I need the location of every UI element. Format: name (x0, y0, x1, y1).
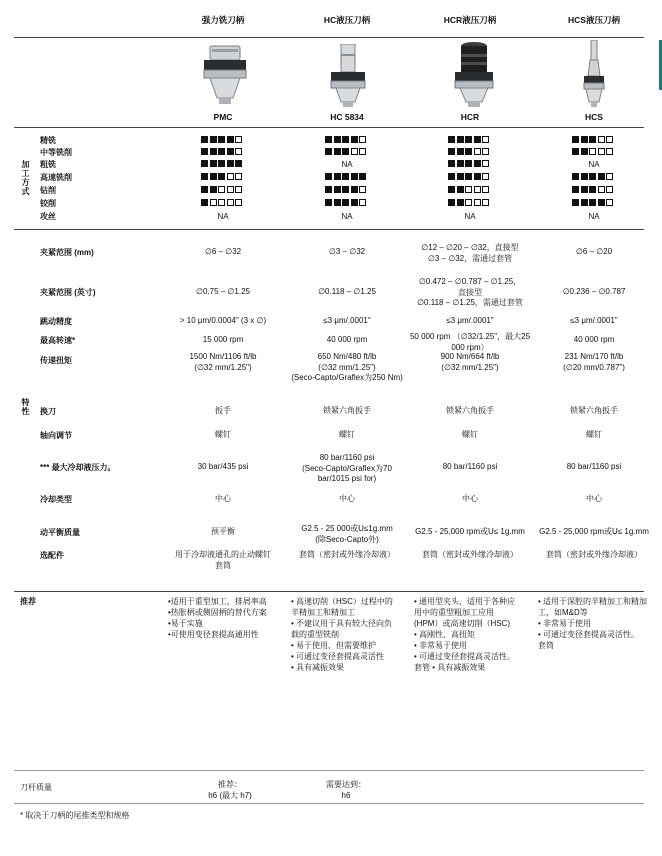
hc-holder-image (328, 44, 368, 108)
column-header: HC液压刀柄 (323, 15, 371, 25)
shank-recommended: 推荐： h6 (最大 h7) (208, 780, 252, 800)
rating-filled-square (351, 136, 358, 143)
rating-filled-square (581, 148, 588, 155)
rating-empty-square (606, 186, 613, 193)
rating-filled-square (581, 136, 588, 143)
rating-filled-square (334, 173, 341, 180)
column-header: HCR液压刀柄 (443, 15, 497, 25)
rating-filled-square (581, 186, 588, 193)
spec-cell: 螺钉 (462, 430, 478, 439)
rating-filled-square (325, 173, 332, 180)
machining-divider (14, 229, 644, 230)
rating-filled-square (598, 173, 605, 180)
rating-filled-square (589, 136, 596, 143)
rating-filled-square (235, 160, 242, 167)
rating-empty-square (606, 148, 613, 155)
rating-filled-square (201, 199, 208, 206)
recommend-cell: • 适用于深腔的半精加工和精加 工，如M&D等 • 非常易于使用 • 可通过变径套提高灵活性。 套筒 (538, 597, 648, 650)
machining-rating (572, 135, 615, 144)
machining-rating (201, 172, 244, 181)
rating-empty-square (474, 148, 481, 155)
spec-cell: 231 Nm/170 ft/lb (∅20 mm/0.787") (563, 352, 625, 372)
rating-filled-square (227, 160, 234, 167)
machining-rating (448, 147, 491, 156)
rating-empty-square (218, 186, 225, 193)
rating-filled-square (598, 199, 605, 206)
rating-filled-square (218, 136, 225, 143)
spec-cell: ∅0.236 – ∅0.787 (562, 287, 626, 296)
hcr-holder-image (452, 40, 496, 108)
rating-filled-square (342, 173, 349, 180)
header-divider (14, 37, 644, 38)
rating-filled-square (334, 148, 341, 155)
footnote: * 取决于刀柄的尾推类型和规格 (20, 811, 130, 820)
spec-cell: ∅6 – ∅32 (204, 247, 242, 256)
machining-na: NA (341, 160, 353, 169)
machining-rating (572, 147, 615, 156)
spec-cell: 40 000 rpm (573, 335, 615, 344)
spec-cell: 15 000 rpm (202, 335, 244, 344)
machining-row-label: 攻丝 (40, 212, 56, 221)
rating-filled-square (325, 199, 332, 206)
machining-rating (448, 185, 491, 194)
rating-filled-square (448, 136, 455, 143)
hcs-holder-image (582, 40, 606, 108)
spec-cell: 锁紧六角扳手 (446, 406, 494, 415)
specs-side-label: 特性 (21, 398, 30, 416)
spec-cell: 螺钉 (215, 430, 231, 439)
rating-filled-square (448, 199, 455, 206)
machining-row-label: 粗铣 (40, 160, 56, 169)
machining-rating (572, 172, 615, 181)
rating-filled-square (210, 173, 217, 180)
rating-empty-square (235, 136, 242, 143)
machining-na: NA (341, 212, 353, 221)
spec-cell: 80 bar/1160 psi (566, 462, 622, 471)
spec-cell: 预平衡 (211, 527, 235, 536)
rating-filled-square (325, 136, 332, 143)
machining-rating (325, 135, 368, 144)
spec-cell: ∅12 – ∅20 – ∅32，直接型 ∅3 – ∅32，需通过套管 (421, 243, 519, 263)
rating-empty-square (210, 199, 217, 206)
spec-cell: G2.5 - 25 000或U≤1g.mm (除Seco-Capto外) (301, 524, 393, 544)
rating-filled-square (342, 199, 349, 206)
spec-row-label: *** 最大冷却液压力。 (40, 463, 116, 472)
rating-empty-square (235, 173, 242, 180)
rating-filled-square (351, 186, 358, 193)
rating-filled-square (572, 199, 579, 206)
rating-filled-square (457, 136, 464, 143)
rating-filled-square (210, 136, 217, 143)
rating-filled-square (218, 148, 225, 155)
machining-na: NA (464, 212, 476, 221)
rating-filled-square (359, 173, 366, 180)
spec-cell: 80 bar/1160 psi (Seco-Capto/Graflex为70 bar/1015 psi for) (302, 453, 392, 483)
rating-filled-square (342, 136, 349, 143)
rating-filled-square (201, 148, 208, 155)
rating-filled-square (465, 148, 472, 155)
spec-row-label: 冷却类型 (40, 495, 72, 504)
rating-filled-square (572, 148, 579, 155)
spec-cell: 锁紧六角扳手 (323, 406, 371, 415)
rating-empty-square (235, 148, 242, 155)
rating-filled-square (201, 160, 208, 167)
spec-cell: ≤3 μm/.0001" (446, 316, 494, 325)
rating-empty-square (227, 199, 234, 206)
rating-empty-square (606, 173, 613, 180)
rating-filled-square (448, 173, 455, 180)
rating-filled-square (448, 148, 455, 155)
spec-row-label: 动平衡质量 (40, 528, 80, 537)
rating-filled-square (342, 186, 349, 193)
rating-filled-square (581, 173, 588, 180)
rating-filled-square (218, 173, 225, 180)
machining-row-label: 高速铣削 (40, 173, 72, 182)
rating-filled-square (201, 173, 208, 180)
spec-cell: ∅3 – ∅32 (328, 247, 366, 256)
rating-empty-square (482, 148, 489, 155)
recommend-divider (14, 770, 644, 771)
recommend-cell: • 高速切削（HSC）过程中的 半精加工和精加工 • 不建议用于具有较大径向负 载的重型铣削 • 易于使用，但需要维护 • 可通过变径套提高灵活性 • 具有减振效果 (291, 597, 393, 672)
spec-cell: ∅0.75 – ∅1.25 (196, 287, 250, 296)
spec-cell: 中心 (339, 494, 355, 503)
rating-filled-square (581, 199, 588, 206)
rating-filled-square (457, 148, 464, 155)
spec-cell: 扳手 (215, 406, 231, 415)
tool-image-label: HCR (460, 112, 480, 122)
images-divider (14, 127, 644, 128)
rating-filled-square (227, 136, 234, 143)
rating-empty-square (606, 136, 613, 143)
rating-empty-square (482, 199, 489, 206)
spec-cell: 螺钉 (339, 430, 355, 439)
rating-empty-square (359, 136, 366, 143)
machining-rating (201, 185, 244, 194)
rating-filled-square (334, 186, 341, 193)
spec-row-label: 换刀 (40, 407, 56, 416)
machining-na: NA (217, 212, 229, 221)
spec-cell: 30 bar/435 psi (197, 462, 249, 471)
rating-filled-square (474, 160, 481, 167)
rating-filled-square (457, 199, 464, 206)
rating-filled-square (457, 173, 464, 180)
rating-empty-square (359, 148, 366, 155)
rating-empty-square (482, 160, 489, 167)
rating-filled-square (465, 160, 472, 167)
recommend-label: 推荐 (20, 597, 36, 606)
spec-row-label: 传递扭矩 (40, 356, 72, 365)
rating-filled-square (210, 160, 217, 167)
spec-cell: ≤3 μm/.0001" (323, 316, 371, 325)
machining-rating (201, 198, 244, 207)
spec-row-label: 最高转速* (40, 336, 76, 345)
rating-empty-square (465, 186, 472, 193)
rating-filled-square (210, 186, 217, 193)
rating-filled-square (334, 199, 341, 206)
rating-filled-square (342, 148, 349, 155)
rating-filled-square (448, 160, 455, 167)
rating-filled-square (589, 199, 596, 206)
rating-filled-square (457, 186, 464, 193)
spec-cell: 中心 (215, 494, 231, 503)
rating-filled-square (210, 148, 217, 155)
spec-cell: 螺钉 (586, 430, 602, 439)
spec-cell: ≤3 μm/.0001" (570, 316, 618, 325)
rating-filled-square (448, 186, 455, 193)
spec-row-label: 夹紧范围 (mm) (40, 248, 94, 257)
rating-filled-square (572, 173, 579, 180)
spec-cell: 用于冷却液通孔的止动螺钉 套筒 (175, 550, 271, 570)
spec-cell: 50 000 rpm （∅32/1.25"，最大25 000 rpm） (409, 332, 531, 352)
rating-filled-square (201, 136, 208, 143)
rating-empty-square (227, 186, 234, 193)
column-header: HCS液压刀柄 (568, 15, 620, 25)
machining-row-label: 钻削 (40, 186, 56, 195)
tool-image-label: HCS (585, 112, 603, 122)
shank-label: 刀杆质量 (20, 783, 52, 792)
spec-cell: G2.5 - 25,000 rpm或U≤ 1g.mm (539, 527, 649, 536)
rating-filled-square (474, 173, 481, 180)
rating-filled-square (218, 160, 225, 167)
rating-filled-square (457, 160, 464, 167)
pmc-holder-image (200, 44, 250, 106)
spec-row-label: 夹紧范围 (英寸) (40, 288, 96, 297)
spec-cell: 套筒（密封或外缘冷却液） (422, 550, 518, 559)
spec-cell: ∅0.472 – ∅0.787 – ∅1.25， 直接型 ∅0.118 – ∅1.25，需通过套管 (417, 277, 523, 307)
spec-cell: G2.5 - 25,000 rpm或U≤ 1g.mm (415, 527, 525, 536)
spec-cell: 套筒（密封或外缘冷却液） (299, 550, 395, 559)
rating-filled-square (474, 136, 481, 143)
spec-cell: 1500 Nm/1106 ft/lb (∅32 mm/1.25") (189, 352, 257, 372)
rating-empty-square (359, 199, 366, 206)
column-header: 强力铣刀柄 (201, 15, 245, 25)
specs-divider (14, 591, 644, 592)
machining-rating (448, 135, 491, 144)
rating-empty-square (218, 199, 225, 206)
machining-row-label: 中等铣削 (40, 148, 72, 157)
spec-row-label: 跳动精度 (40, 317, 72, 326)
rating-empty-square (482, 136, 489, 143)
machining-rating (572, 198, 615, 207)
rating-filled-square (589, 186, 596, 193)
rating-filled-square (325, 186, 332, 193)
spec-cell: 900 Nm/664 ft/lb (∅32 mm/1.25") (440, 352, 500, 372)
tool-image-label: PMC (213, 112, 233, 122)
rating-empty-square (227, 173, 234, 180)
rating-empty-square (598, 148, 605, 155)
spec-cell: ∅6 – ∅20 (575, 247, 613, 256)
machining-rating (572, 185, 615, 194)
machining-rating (201, 159, 244, 168)
rating-empty-square (235, 199, 242, 206)
recommend-cell: •适用于重型加工，排屑率高 •热胀柄或侧固柄的替代方案 •易于实施 •可使用变径套提高通用性 (168, 597, 267, 639)
rating-empty-square (351, 148, 358, 155)
rating-empty-square (606, 199, 613, 206)
rating-filled-square (227, 148, 234, 155)
rating-filled-square (351, 173, 358, 180)
spec-row-label: 轴向调节 (40, 431, 72, 440)
rating-empty-square (482, 186, 489, 193)
machining-side-label: 加工方式 (21, 160, 30, 196)
rating-filled-square (465, 173, 472, 180)
rating-empty-square (598, 186, 605, 193)
machining-rating (448, 198, 491, 207)
spec-cell: 套筒（密封或外缘冷却液） (546, 550, 642, 559)
rating-filled-square (334, 136, 341, 143)
machining-rating (201, 135, 244, 144)
machining-na: NA (588, 212, 600, 221)
spec-cell: ∅0.118 – ∅1.25 (318, 287, 376, 296)
machining-rating (201, 147, 244, 156)
rating-empty-square (359, 186, 366, 193)
spec-cell: 40 000 rpm (326, 335, 368, 344)
rating-filled-square (465, 136, 472, 143)
rating-empty-square (474, 199, 481, 206)
rating-empty-square (474, 186, 481, 193)
spec-cell: 80 bar/1160 psi (442, 462, 498, 471)
rating-filled-square (351, 199, 358, 206)
spec-cell: 锁紧六角扳手 (570, 406, 618, 415)
spec-cell: 650 Nm/480 ft/lb (∅32 mm/1.25") (Seco-Capto/Graflex为250 Nm) (291, 352, 403, 382)
machining-row-label: 铰削 (40, 199, 56, 208)
rating-filled-square (572, 136, 579, 143)
rating-empty-square (589, 148, 596, 155)
spec-cell: > 10 μm/0.0004" (3 x ∅) (179, 316, 267, 325)
machining-row-label: 精铣 (40, 136, 56, 145)
machining-rating (325, 198, 368, 207)
spec-cell: 中心 (586, 494, 602, 503)
rating-empty-square (598, 136, 605, 143)
rating-filled-square (589, 173, 596, 180)
shank-required: 需要达到： h6 (326, 780, 366, 800)
rating-filled-square (572, 186, 579, 193)
rating-filled-square (325, 148, 332, 155)
rating-filled-square (201, 186, 208, 193)
shank-divider (14, 803, 644, 804)
machining-rating (448, 172, 491, 181)
machining-rating (325, 185, 368, 194)
rating-empty-square (465, 199, 472, 206)
rating-empty-square (482, 173, 489, 180)
spec-row-label: 选配件 (40, 551, 64, 560)
machining-rating (448, 159, 491, 168)
machining-na: NA (588, 160, 600, 169)
tool-image-label: HC 5834 (330, 112, 364, 122)
spec-cell: 中心 (462, 494, 478, 503)
rating-empty-square (235, 186, 242, 193)
machining-rating (325, 147, 368, 156)
machining-rating (325, 172, 368, 181)
recommend-cell: • 通用型夹头，适用于各种应 用中的重型粗加工应用 (HPM）或高速切削（HSC) • 高刚性、高扭矩 • 非常易于使用 • 可通过变径套提高灵活性。 套管 • 具有减振效果 (414, 597, 516, 672)
